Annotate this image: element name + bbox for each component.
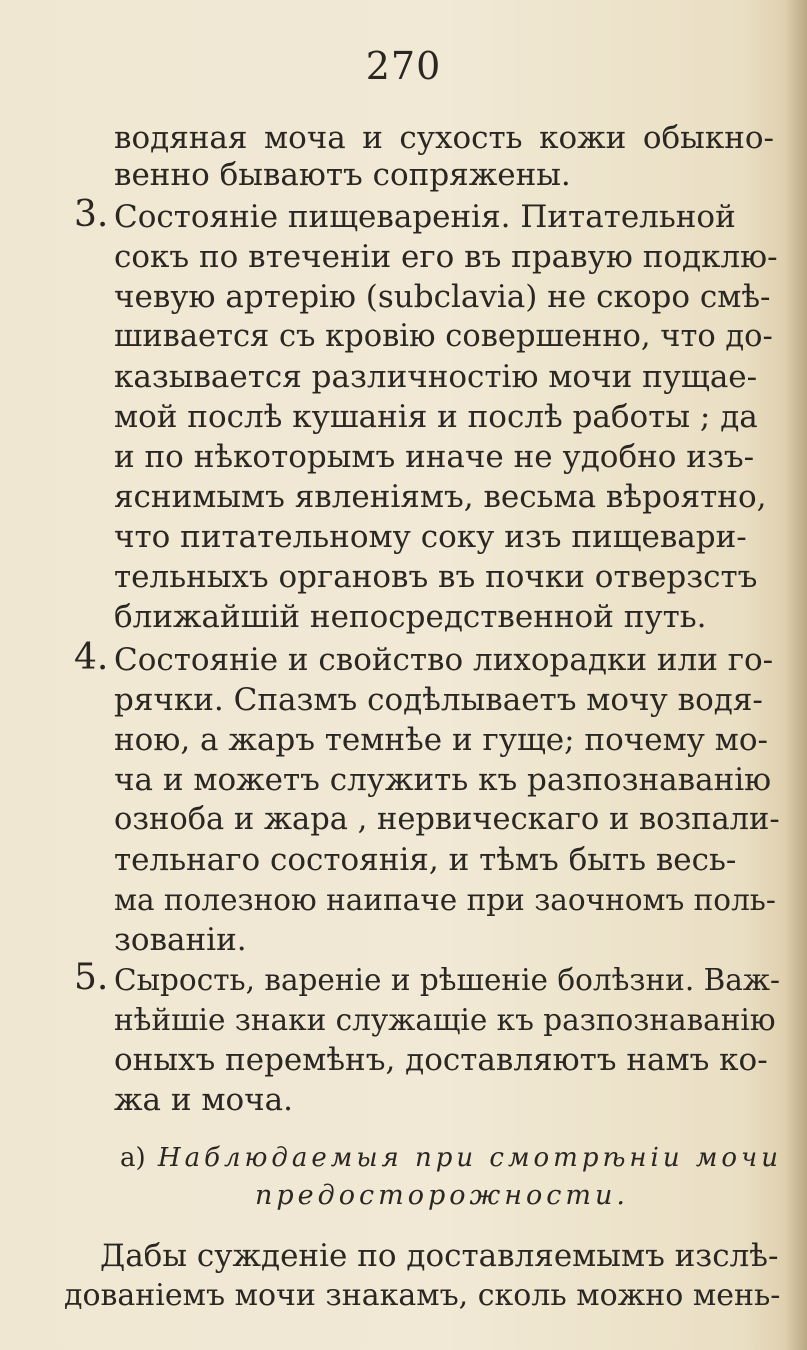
- text-line: Дабы сужденie по доставляемымъ изслѣ-: [100, 1238, 779, 1274]
- section-heading-line: Наблюдаемыя при смотрѣнiи мочи: [157, 1143, 782, 1173]
- text-line: нѣйшiе знаки служащiе къ разпознаванiю: [114, 1003, 776, 1037]
- text-line: Сырость, варенie и рѣшенie болѣзни. Важ-: [114, 963, 780, 997]
- section-heading-line: предосторожности.: [255, 1180, 629, 1211]
- text-line: ближайшiй непосредственной путь.: [114, 599, 707, 635]
- text-line: что питательному соку изъ пищевари-: [114, 519, 747, 555]
- text-line: тельныхъ органовъ въ почки отверзстъ: [114, 559, 758, 595]
- text-line: ча и можетъ служить къ разпознаванiю: [114, 762, 772, 798]
- text-line: яснимымъ явленiямъ, весьма вѣроятно,: [114, 479, 767, 515]
- text-line: и по нѣкоторымъ иначе не удобно изъ-: [114, 439, 755, 475]
- text-line: венно бываютъ сопряжены.: [114, 157, 571, 193]
- section-marker: a): [120, 1143, 146, 1173]
- section-heading: [120, 1140, 782, 1176]
- text-line: ма полезною наипаче при заочномъ поль-: [114, 883, 776, 917]
- text-line: Состоянie пищеваренiя. Питательной: [114, 199, 736, 235]
- text-line: тельнаго состоянiя, и тѣмъ быть весь-: [114, 842, 737, 878]
- text-line: ною, а жаръ темнѣе и гуще; почему мо-: [114, 722, 769, 758]
- item-number: 3.: [74, 194, 109, 235]
- text-line: водяная моча и сухость кожи обыкно-: [114, 120, 774, 156]
- text-line: сокъ по втеченiи его въ правую подклю-: [114, 239, 778, 275]
- item-number: 4.: [74, 637, 109, 678]
- page-number: 270: [365, 44, 442, 88]
- text-line: оныхъ перемѣнъ, доставляютъ намъ ко-: [114, 1042, 768, 1078]
- text-line: жа и моча.: [114, 1082, 293, 1118]
- text-line: чевую артерiю (subclavia) не скоро смѣ-: [114, 279, 771, 315]
- text-line: шивается съ кровiю совершенно, что до-: [114, 319, 773, 354]
- text-line: казывается различностiю мочи пущае-: [114, 359, 758, 395]
- item-number: 5.: [74, 957, 109, 998]
- text-line: Состоянie и свойство лихорадки или го-: [114, 642, 774, 678]
- text-line: рячки. Спазмъ содѣлываетъ мочу водя-: [114, 682, 763, 718]
- text-line: озноба и жара , нервическаго и возпали-: [114, 802, 780, 837]
- text-line: зованiи.: [114, 922, 247, 958]
- page-edge-shadow: [785, 0, 807, 1350]
- text-line: мой послѣ кушанiя и послѣ работы ; да: [114, 399, 758, 435]
- text-line: дованieмъ мочи знакамъ, сколь можно мень-: [64, 1278, 781, 1313]
